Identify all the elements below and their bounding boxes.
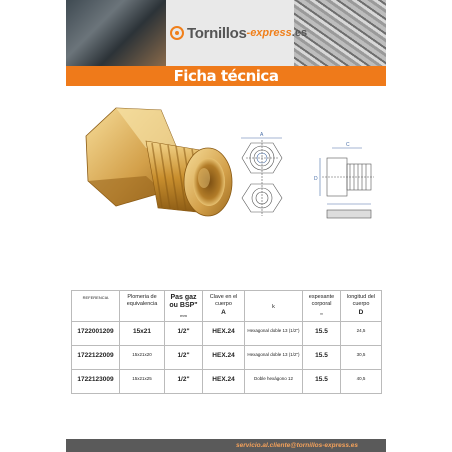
cell-longitud: 30,5 [341, 346, 382, 370]
cell-bsp: 1/2" [165, 370, 203, 394]
header-clave: Clave en el cuerpo A [203, 291, 245, 322]
cell-espesor: 15.5 [303, 370, 341, 394]
workshop-photo [66, 0, 166, 66]
dim-label-a: A [260, 132, 264, 138]
table-row [72, 322, 382, 346]
cell-longitud: 40,5 [341, 370, 382, 394]
header-k: k [245, 291, 303, 322]
table-header-row [72, 291, 382, 322]
cell-ref: 1722122009 [72, 346, 120, 370]
datasheet-page [66, 0, 386, 452]
product-image [76, 96, 236, 226]
cell-ref: 1722001209 [72, 322, 120, 346]
logo-icon [170, 26, 184, 40]
header-bsp: Pas gaz ou BSP" mm [165, 291, 203, 322]
cell-clave: HEX.24 [203, 322, 245, 346]
footer-bar [66, 439, 386, 452]
table-row [72, 370, 382, 394]
cell-longitud: 24,5 [341, 322, 382, 346]
cell-equiv: 15x21x20 [120, 346, 165, 370]
front-view-drawing [241, 138, 282, 216]
cell-bsp: 1/2" [165, 322, 203, 346]
page-title: Ficha técnica [173, 67, 279, 85]
side-view-drawing [320, 148, 374, 218]
cell-espesor: 15.5 [303, 322, 341, 346]
logo-tld: .es [291, 27, 308, 39]
cell-equiv: 15x21 [120, 322, 165, 346]
dim-label-d: D [314, 176, 318, 182]
cell-k: Hexagonal doble 13 (1/2") [245, 346, 303, 370]
header-banner [66, 0, 386, 66]
spec-table [71, 290, 382, 394]
logo-name: Tornillos [187, 24, 247, 42]
cell-clave: HEX.24 [203, 370, 245, 394]
cell-k: Hexagonal doble 13 (1/2") [245, 322, 303, 346]
table-row [72, 346, 382, 370]
screws-photo [291, 0, 386, 66]
cell-bsp: 1/2" [165, 346, 203, 370]
dim-label-c: C [346, 142, 350, 148]
footer-email-link[interactable]: servicio.al.cliente@tornillos-express.es [236, 442, 358, 449]
header-espesor: espesante corporal m [303, 291, 341, 322]
cell-ref: 1722123009 [72, 370, 120, 394]
cell-k: Doble hexágono 12 [245, 370, 303, 394]
brand-logo[interactable] [170, 22, 307, 44]
header-reference: REFERENCIA [72, 291, 120, 322]
logo-suffix: -express [246, 27, 292, 39]
header-equivalence: Plomeria de equivalencia [120, 291, 165, 322]
title-bar [66, 66, 386, 86]
header-longitud: longitud del cuerpo D [341, 291, 382, 322]
cell-espesor: 15.5 [303, 346, 341, 370]
cell-clave: HEX.24 [203, 346, 245, 370]
cell-equiv: 15x21x25 [120, 370, 165, 394]
technical-drawings [232, 128, 382, 228]
